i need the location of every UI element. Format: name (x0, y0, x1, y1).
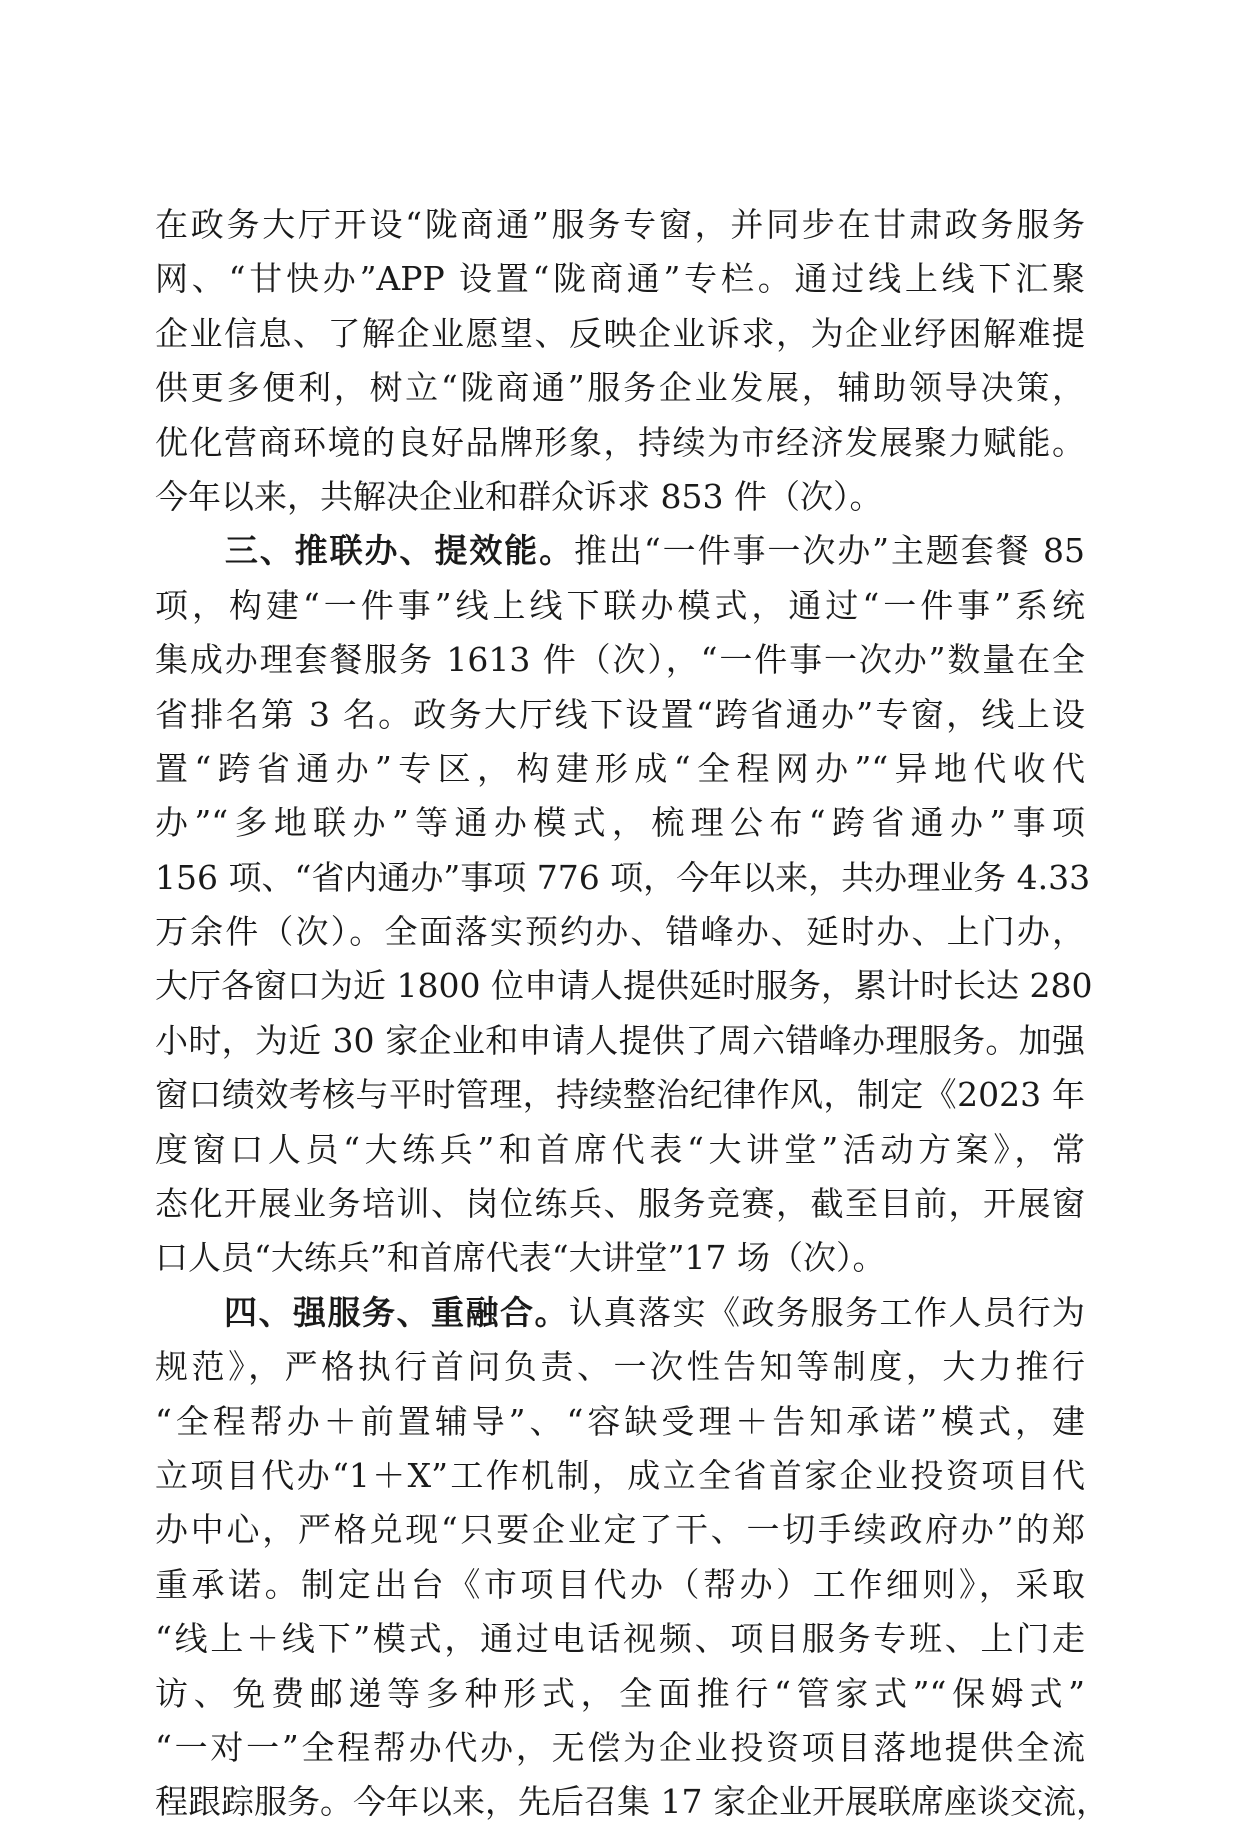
text-line: 集成办理套餐服务 1613 件（次），“一件事一次办”数量在全 (155, 640, 1085, 680)
text-line: 重承诺。制定出台《市项目代办（帮办）工作细则》，采取 (155, 1564, 1085, 1604)
text-line (155, 1286, 1085, 1340)
body-text (155, 198, 1109, 1830)
text-line: 在政务大厅开设“陇商通”服务专窗，并同步在甘肃政务服务 (155, 205, 1085, 244)
text-line: 办”“多地联办”等通办模式，梳理公布“跨省通办”事项 (155, 803, 1085, 843)
text-line: 置“跨省通办”专区，构建形成“全程网办”“异地代收代 (155, 748, 1085, 788)
text-line: 规范》，严格执行首问负责、一次性告知等制度，大力推行 (155, 1347, 1085, 1387)
text-line: “线上＋线下”模式，通过电话视频、项目服务专班、上门走 (155, 1619, 1085, 1659)
text-line: “全程帮办＋前置辅导”、“容缺受理＋告知承诺”模式，建 (155, 1401, 1085, 1441)
paragraph-lucheng-service (155, 198, 1085, 524)
text-line: “一对一”全程帮办代办，无偿为企业投资项目落地提供全流 (155, 1727, 1085, 1767)
text-line: 供更多便利，树立“陇商通”服务企业发展，辅助领导决策， (155, 368, 1085, 408)
text-line: 156 项、“省内通办”事项 776 项，今年以来，共办理业务 4.33 (155, 857, 1091, 897)
text-line: 企业信息、了解企业愿望、反映企业诉求，为企业纾困解难提 (155, 313, 1085, 353)
text-line: 项，构建“一件事”线上线下联办模式，通过“一件事”系统 (155, 585, 1085, 625)
text-line (155, 524, 1085, 578)
text-line: 万余件（次）。全面落实预约办、错峰办、延时办、上门办， (155, 912, 1085, 952)
text-line: 程跟踪服务。今年以来，先后召集 17 家企业开展联席座谈交流， (155, 1782, 1109, 1822)
paragraph-service-integration (155, 1286, 1109, 1830)
text-line: 访、免费邮递等多种形式，全面推行“管家式”“保姆式” (155, 1673, 1085, 1713)
section-heading-four: 四、强服务、重融合。 (224, 1292, 569, 1332)
text-line: 网、“甘快办”APP 设置“陇商通”专栏。通过线上线下汇聚 (155, 259, 1085, 299)
text-line: 度窗口人员“大练兵”和首席代表“大讲堂”活动方案》，常 (155, 1129, 1085, 1169)
text-line: 窗口绩效考核与平时管理，持续整治纪律作风，制定《2023 年 (155, 1075, 1085, 1115)
text-line: 态化开展业务培训、岗位练兵、服务竞赛，截至目前，开展窗 (155, 1184, 1085, 1224)
text-line: 省排名第 3 名。政务大厅线下设置“跨省通办”专窗，线上设 (155, 694, 1085, 734)
text-line: 口人员“大练兵”和首席代表“大讲堂”17 场（次）。 (155, 1238, 886, 1278)
text-line: 今年以来，共解决企业和群众诉求 853 件（次）。 (155, 476, 883, 516)
text-line: 优化营商环境的良好品牌形象，持续为市经济发展聚力赋能。 (155, 422, 1085, 462)
section-heading-three: 三、推联办、提效能。 (224, 531, 575, 571)
text-line: 立项目代办“1＋X”工作机制，成立全省首家企业投资项目代 (155, 1455, 1085, 1495)
text-line: 小时，为近 30 家企业和申请人提供了周六错峰办理服务。加强 (155, 1020, 1085, 1060)
text-line: 办中心，严格兑现“只要企业定了干、一切手续政府办”的郑 (155, 1510, 1085, 1550)
paragraph-joint-handling (155, 524, 1093, 1285)
text-line: 大厅各窗口为近 1800 位申请人提供延时服务，累计时长达 280 (155, 966, 1093, 1006)
heading-line-text: 认真落实《政务服务工作人员行为 (569, 1292, 1085, 1332)
heading-line-text: 推出“一件事一次办”主题套餐 85 (574, 531, 1086, 571)
